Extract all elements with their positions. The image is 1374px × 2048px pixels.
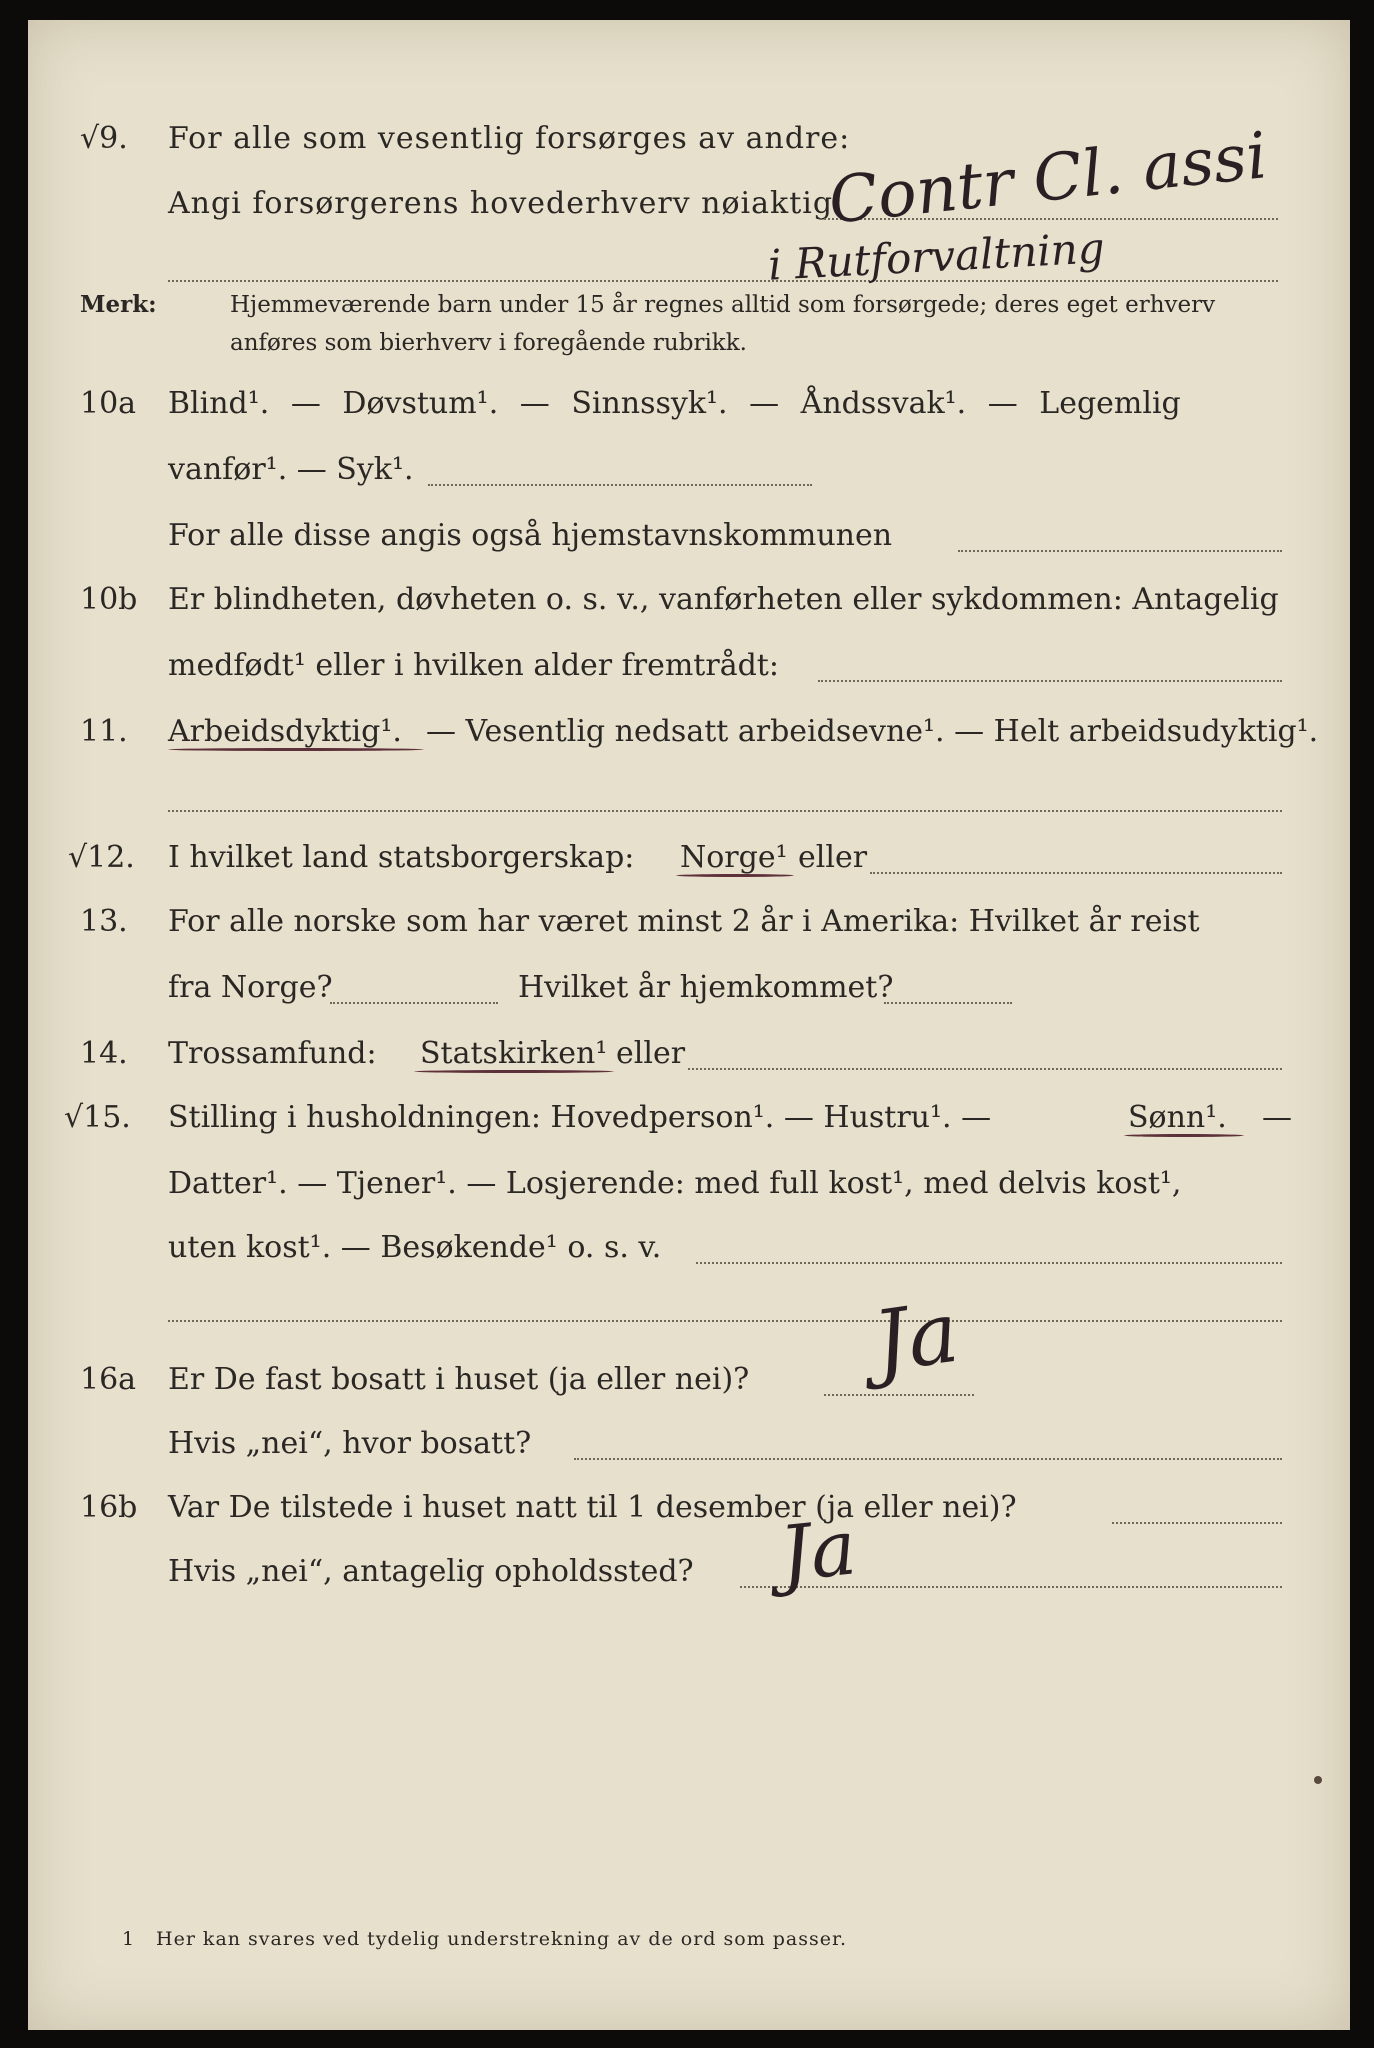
- ink-dot: [1314, 1776, 1322, 1784]
- handwritten-underline: [168, 748, 424, 751]
- answer-line[interactable]: [168, 810, 1282, 812]
- question-10a: [28, 380, 1350, 428]
- question-11-line2: [28, 772, 1350, 820]
- note-text: anføres som bierhverv i foregående rubrikk.: [230, 330, 747, 356]
- answer-line[interactable]: [574, 1458, 1282, 1460]
- note-text: Hjemmeværende barn under 15 år regnes alltid som forsørgede; deres eget erhverv: [230, 292, 1216, 318]
- answer-line[interactable]: [428, 484, 812, 486]
- question-10a-line2: [28, 446, 1350, 494]
- question-text: —: [1262, 1100, 1292, 1135]
- question-number: 11.: [80, 714, 128, 749]
- question-number: √9.: [80, 121, 128, 156]
- handwritten-answer-ja: Ja: [867, 1282, 965, 1392]
- footnote-text: Her kan svares ved tydelig understrekning av de ord som passer.: [156, 1928, 848, 1950]
- question-text: eller: [616, 1036, 686, 1071]
- question-text: Hvilket år hjemkommet?: [518, 970, 894, 1005]
- question-13-line2: [28, 964, 1350, 1012]
- question-number: 13.: [80, 904, 128, 939]
- answer-line[interactable]: [818, 680, 1282, 682]
- answer-line[interactable]: [1112, 1522, 1282, 1524]
- question-text: medfødt¹ eller i hvilken alder fremtrådt:: [168, 648, 779, 683]
- question-number: 10b: [80, 582, 138, 617]
- question-13: [28, 898, 1350, 946]
- question-text: Er De fast bosatt i huset (ja eller nei)?: [168, 1362, 750, 1397]
- question-number: 16b: [80, 1490, 138, 1525]
- note-label: Merk:: [80, 291, 157, 318]
- question-15-line4: [28, 1282, 1350, 1330]
- question-number: √15.: [64, 1100, 131, 1135]
- question-14: [28, 1030, 1350, 1078]
- handwritten-underline: [676, 874, 794, 877]
- option-sonn[interactable]: Sønn¹.: [1128, 1100, 1227, 1135]
- question-number: 16a: [80, 1362, 137, 1397]
- question-text: Datter¹. — Tjener¹. — Losjerende: med full kost¹, med delvis kost¹,: [168, 1166, 1182, 1201]
- answer-line[interactable]: [168, 280, 1278, 282]
- question-text: Hvis „nei“, hvor bosatt?: [168, 1426, 532, 1461]
- handwritten-occupation: Contr Cl. assi: [825, 119, 1271, 239]
- question-9-line3: [28, 242, 1350, 290]
- question-text: vanfør¹. — Syk¹.: [168, 452, 414, 487]
- question-text: Var De tilstede i huset natt til 1 desember (ja eller nei)?: [168, 1490, 1017, 1525]
- question-text: Stilling i husholdningen: Hovedperson¹. — Hustru¹. —: [168, 1100, 992, 1135]
- question-text: Er blindheten, døvheten o. s. v., vanførheten eller sykdommen: Antagelig: [168, 582, 1279, 617]
- handwritten-underline: [1124, 1134, 1244, 1137]
- answer-line[interactable]: [688, 1068, 1282, 1070]
- handwritten-underline: [414, 1070, 614, 1073]
- question-number: 10a: [80, 386, 137, 421]
- option-norge[interactable]: Norge¹: [680, 840, 788, 875]
- answer-line[interactable]: [696, 1262, 1282, 1264]
- answer-line[interactable]: [824, 1394, 974, 1396]
- question-16a-line2: [28, 1420, 1350, 1468]
- option-statskirken[interactable]: Statskirken¹: [420, 1036, 608, 1071]
- census-form-page: [28, 20, 1350, 2030]
- question-10b-line2: [28, 642, 1350, 690]
- question-text: uten kost¹. — Besøkende¹ o. s. v.: [168, 1230, 662, 1265]
- question-number: √12.: [68, 840, 135, 875]
- answer-line[interactable]: [330, 1002, 498, 1004]
- question-text: eller: [798, 840, 868, 875]
- answer-line[interactable]: [168, 1320, 1282, 1322]
- question-text: For alle som vesentlig forsørges av andre:: [168, 121, 851, 156]
- question-10b: [28, 576, 1350, 624]
- question-text: Angi forsørgerens hovederhverv nøiaktig: [168, 186, 834, 221]
- question-15-line3: [28, 1224, 1350, 1272]
- question-10a-line3: [28, 512, 1350, 560]
- handwritten-answer-ja: Ja: [775, 1502, 861, 1599]
- question-text: Hvis „nei“, antagelig opholdssted?: [168, 1554, 694, 1589]
- question-16b-line2: [28, 1548, 1350, 1596]
- question-15-line2: [28, 1160, 1350, 1208]
- question-text: — Vesentlig nedsatt arbeidsevne¹. — Helt arbeidsudyktig¹.: [426, 714, 1319, 749]
- question-number: 14.: [80, 1036, 128, 1071]
- answer-line[interactable]: [870, 872, 1282, 874]
- question-text: fra Norge?: [168, 970, 333, 1005]
- question-text: For alle norske som har været minst 2 år i Amerika: Hvilket år reist: [168, 904, 1200, 939]
- footnote-mark: 1: [122, 1928, 135, 1950]
- answer-line[interactable]: [958, 550, 1282, 552]
- question-16a: [28, 1356, 1350, 1404]
- question-text: Blind¹. — Døvstum¹. — Sinnssyk¹. — Åndssvak¹. — Legemlig: [168, 386, 1181, 421]
- question-text: I hvilket land statsborgerskap:: [168, 840, 635, 875]
- handwritten-occupation-2: i Rutforvaltning: [766, 223, 1106, 290]
- option-arbeidsdyktig[interactable]: Arbeidsdyktig¹.: [168, 714, 402, 749]
- question-text: For alle disse angis også hjemstavnskommunen: [168, 518, 893, 553]
- question-16b: [28, 1484, 1350, 1532]
- question-text: Trossamfund:: [168, 1036, 377, 1071]
- answer-line[interactable]: [884, 1002, 1012, 1004]
